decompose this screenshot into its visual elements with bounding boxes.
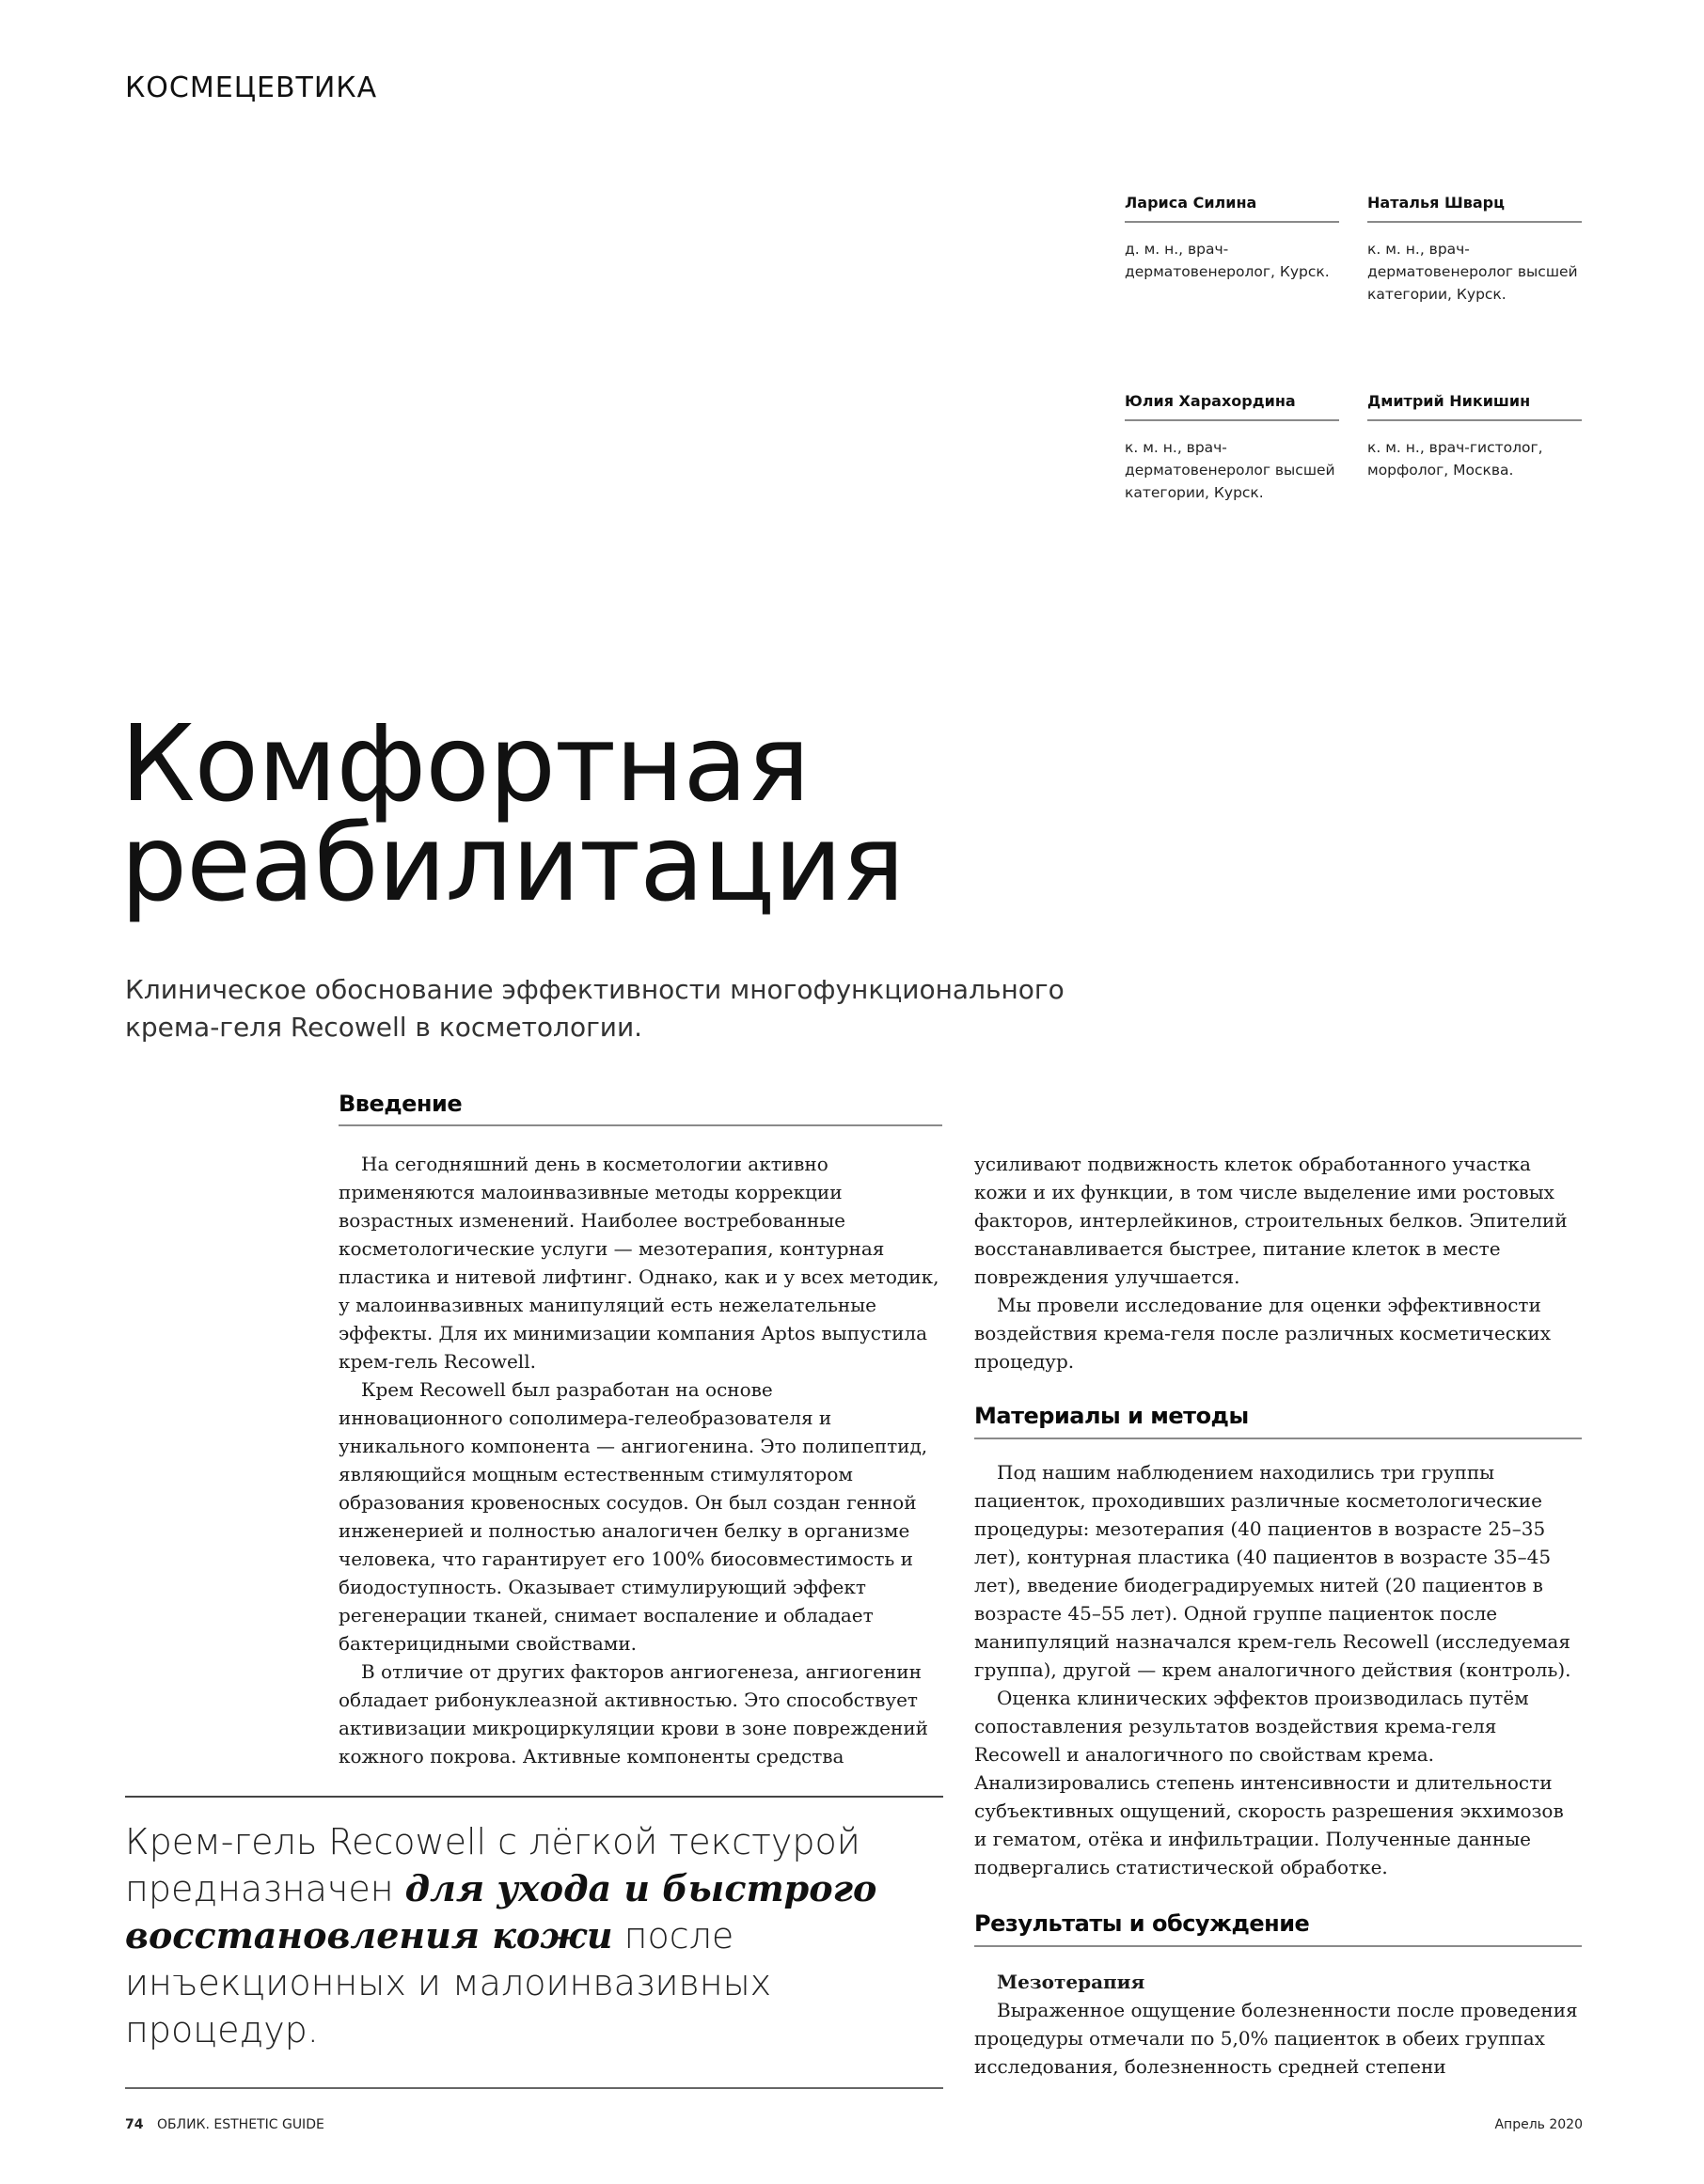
paragraph: Под нашим наблюдением находились три группы пациенток, проходивших различные косметологические процедуры: мезотерапия (40 пациентов в возрасте 25–35 лет), контурная пластика (40 пациентов в возрасте 35–45 лет), введение биодеградируемых нитей (20 пациентов в возрасте 45–55 лет). Одной группе пациенток после манипуляций назначался крем-гель Recowell (исследуемая группа), другой — крем аналогичного действия (контроль). bbox=[974, 1461, 1571, 1681]
author-name: Дмитрий Никишин bbox=[1367, 392, 1582, 421]
page-footer bbox=[125, 2117, 1583, 2132]
article-subtitle: Клиническое обоснование эффективности многофункционального крема-геля Recowell в косметологии. bbox=[125, 974, 1065, 1043]
author-bio: д. м. н., врач-дерматовенеролог, Курск. bbox=[1125, 241, 1330, 280]
paragraph: Оценка клинических эффектов производилась путём сопоставления результатов воздействия крема-геля Recowell и аналогичного по свойствам крема. Анализировались степень интенсивности и длительности субъективных ощущений, скорость разрешения экхимозов и гематом, отёка и инфильтрации. Полученные данные подвергались статистической обработке. bbox=[974, 1687, 1564, 1878]
paragraph: Выраженное ощущение болезненности после проведения процедуры отмечали по 5,0% пациенток в обеих группах исследования, болезненность средней степени bbox=[974, 1999, 1578, 2078]
publication-name: ОБЛИК. ESTHETIC GUIDE bbox=[156, 2117, 324, 2132]
pull-quote-emphasis: для ухода и быстрого восстановления кожи bbox=[125, 1867, 877, 1956]
footer-left bbox=[125, 2117, 324, 2132]
paragraph: Крем Recowell был разработан на основе инновационного сополимера-гелеобразователя и уникального компонента — ангиогенина. Это полипептид, являющийся мощным естественным стимулятором образования кровеносных сосудов. Он был создан генной инженерией и полностью аналогичен белку в организме человека, что гарантирует его 100% биосовместимость и биодоступность. Оказывает стимулирующий эффект регенерации тканей, снимает воспаление и обладает бактерицидными свойствами. bbox=[339, 1378, 928, 1655]
paragraph: На сегодняшний день в косметологии активно применяются малоинвазивные методы коррекции возрастных изменений. Наиболее востребованные косметологические услуги — мезотерапия, контурная пластика и нитевой лифтинг. Однако, как и у всех методик, у малоинвазивных манипуляций есть нежелательные эффекты. Для их минимизации компания Aptos выпустила крем-гель Recowell. bbox=[339, 1153, 939, 1373]
paragraph: усиливают подвижность клеток обработанного участка кожи и их функции, в том числе выделение ими ростовых факторов, интерлейкинов, строительных белков. Эпителий восстанавливается быстрее, питание клеток в месте повреждения улучшается. bbox=[974, 1153, 1568, 1288]
author-name: Юлия Харахордина bbox=[1125, 392, 1339, 421]
heading-results-discussion: Результаты и обсуждение bbox=[974, 1909, 1582, 1947]
pull-quote-text: после инъекционных и малоинвазивных процедур. bbox=[125, 1915, 772, 2050]
article-title bbox=[120, 703, 905, 925]
title-line-1: Комфортная bbox=[120, 703, 810, 825]
author-card bbox=[1367, 194, 1582, 306]
heading-materials-methods: Материалы и методы bbox=[974, 1402, 1582, 1439]
issue-date: Апрель 2020 bbox=[1494, 2117, 1583, 2132]
section-label: КОСМЕЦЕВТИКА bbox=[125, 71, 378, 104]
author-bio: к. м. н., врач-дерматовенеролог высшей категории, Курск. bbox=[1125, 439, 1335, 501]
author-bio: к. м. н., врач-дерматовенеролог высшей категории, Курск. bbox=[1367, 241, 1578, 303]
page-number: 74 bbox=[125, 2117, 144, 2132]
author-card bbox=[1125, 194, 1339, 283]
author-bio: к. м. н., врач-гистолог, морфолог, Москва. bbox=[1367, 439, 1543, 479]
author-name: Наталья Шварц bbox=[1367, 194, 1582, 223]
paragraph: В отличие от других факторов ангиогенеза, ангиогенин обладает рибонуклеазной активностью. Это способствует активизации микроциркуляции крови в зоне повреждений кожного покрова. Активные компоненты средства bbox=[339, 1660, 929, 1768]
author-name: Лариса Силина bbox=[1125, 194, 1339, 223]
heading-introduction: Введение bbox=[339, 1091, 942, 1126]
author-card bbox=[1125, 392, 1339, 504]
column-left bbox=[339, 1150, 942, 1770]
column-right bbox=[974, 1150, 1582, 2081]
pull-quote bbox=[125, 1796, 943, 2089]
title-line-2: реабилитация bbox=[120, 803, 905, 925]
author-card bbox=[1367, 392, 1582, 481]
pull-quote-text: Крем-гель Recowell с лёгкой текстурой предназначен bbox=[125, 1821, 860, 1909]
paragraph: Мы провели исследование для оценки эффективности воздействия крема-геля после различных косметических процедур. bbox=[974, 1294, 1552, 1373]
subheading-mesotherapy: Мезотерапия bbox=[997, 1971, 1145, 1993]
